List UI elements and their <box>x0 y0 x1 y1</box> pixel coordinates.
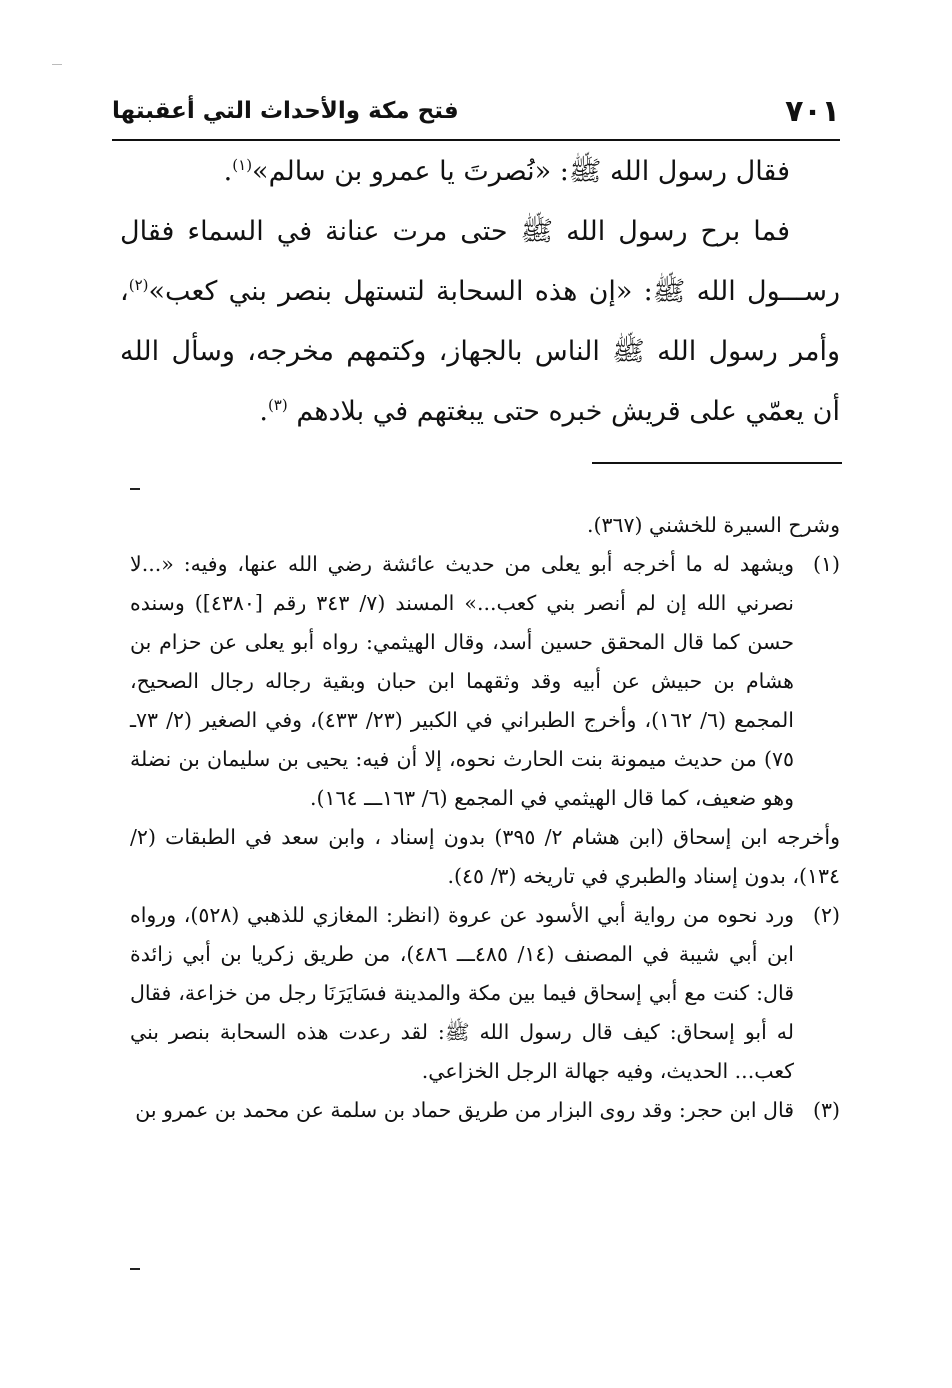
footnote-separator <box>592 462 842 464</box>
page-header <box>112 92 840 138</box>
header-rule <box>112 139 840 141</box>
page-number: ٧٠١ <box>785 94 840 129</box>
footnote-carry-over: وشرح السيرة للخشني (٣٦٧). <box>586 513 840 537</box>
paragraph-2-text-b: ، وأمر رسول الله ﷺ الناس بالجهاز، وكتمهم مخرجه، وسأل الله أن يعمّي على قريش خبره حتى يبغتهم في بلادهم <box>120 276 840 427</box>
footnote-ref-2: (٢) <box>128 276 149 294</box>
footnote-ref-3: (٣) <box>267 396 288 414</box>
footnote-2-text: ورد نحوه من رواية أبي الأسود عن عروة (انظر: المغازي للذهبي (٥٢٨)، ورواه ابن أبي شيبة في المصنف (١٤/ ٤٨٥ـــ ٤٨٦)، من طريق زكريا بن أبي زائدة قال: كنت مع أبي إسحاق فيما بين مكة والمدينة فسَايَرَنَا رجل من خزاعة، فقال له أبو إسحاق: كيف قال رسول الله ﷺ: لقد رعدت هذه السحابة بنصر بني كعب... الحديث، وفيه جهالة الرجل الخزاعي. <box>130 903 794 1083</box>
running-title: فتح مكة والأحداث التي أعقبتها <box>112 98 459 124</box>
footnote-1 <box>130 545 840 818</box>
footnote-3-text: قال ابن حجر: وقد روى البزار من طريق حماد بن سلمة عن محمد بن عمرو بن <box>135 1098 794 1122</box>
footnote-3 <box>130 1091 840 1130</box>
paragraph-1 <box>120 142 840 202</box>
continuation-mark-bottom <box>130 1268 140 1270</box>
paragraph-2-text-a: فما برح رسول الله ﷺ حتى مرت عنانة في السماء فقال رســـول الله ﷺ: «إن هذه السحابة لتستهل بنصر بني كعب» <box>120 216 840 307</box>
scan-mark <box>52 64 62 65</box>
footnote-2-number: (٢) <box>812 903 840 927</box>
footnote-1-text: ويشهد له ما أخرجه أبو يعلى من حديث عائشة رضي الله عنها، وفيه: «...لا نصرني الله إن لم أنصر بني كعب...» المسند (٧/ ٣٤٣ رقم [٤٣٨٠]) وسنده حسن كما قال المحقق حسين أسد، وقال الهيثمي: رواه أبو يعلى عن حزام بن هشام بن حبيش عن أبيه وقد وثقهما ابن حبان وبقية رجاله رجال الصحيح، المجمع (٦/ ١٦٢)، وأخرج الطبراني في الكبير (٢٣/ ٤٣٣)، وفي الصغير (٢/ ٧٣ـ ٧٥) من حديث ميمونة بنت الحارث نحوه، إلا أن فيه: يحيى بن سليمان بن نضلة وهو ضعيف، كما قال الهيثمي في المجمع (٦/ ١٦٣ـــ ١٦٤). <box>130 552 794 810</box>
footnote-1-number: (١) <box>812 552 840 576</box>
main-text <box>120 142 840 442</box>
footnotes <box>130 506 840 1130</box>
footnote-ref-1: (١) <box>232 156 253 174</box>
paragraph-2-end: . <box>259 396 268 427</box>
paragraph-1-text: فقال رسول الله ﷺ: «نُصرتَ يا عمرو بن سالم» <box>252 156 790 187</box>
footnote-1-continuation: وأخرجه ابن إسحاق (ابن هشام ٢/ ٣٩٥) بدون إسناد ، وابن سعد في الطبقات (٢/ ١٣٤)، بدون إسناد والطبري في تاريخه (٣/ ٤٥). <box>130 825 840 888</box>
continuation-mark-top <box>130 488 140 490</box>
paragraph-2 <box>120 202 840 442</box>
paragraph-1-end: . <box>223 156 233 187</box>
footnote-3-number: (٣) <box>812 1098 840 1122</box>
footnote-2 <box>130 896 840 1091</box>
